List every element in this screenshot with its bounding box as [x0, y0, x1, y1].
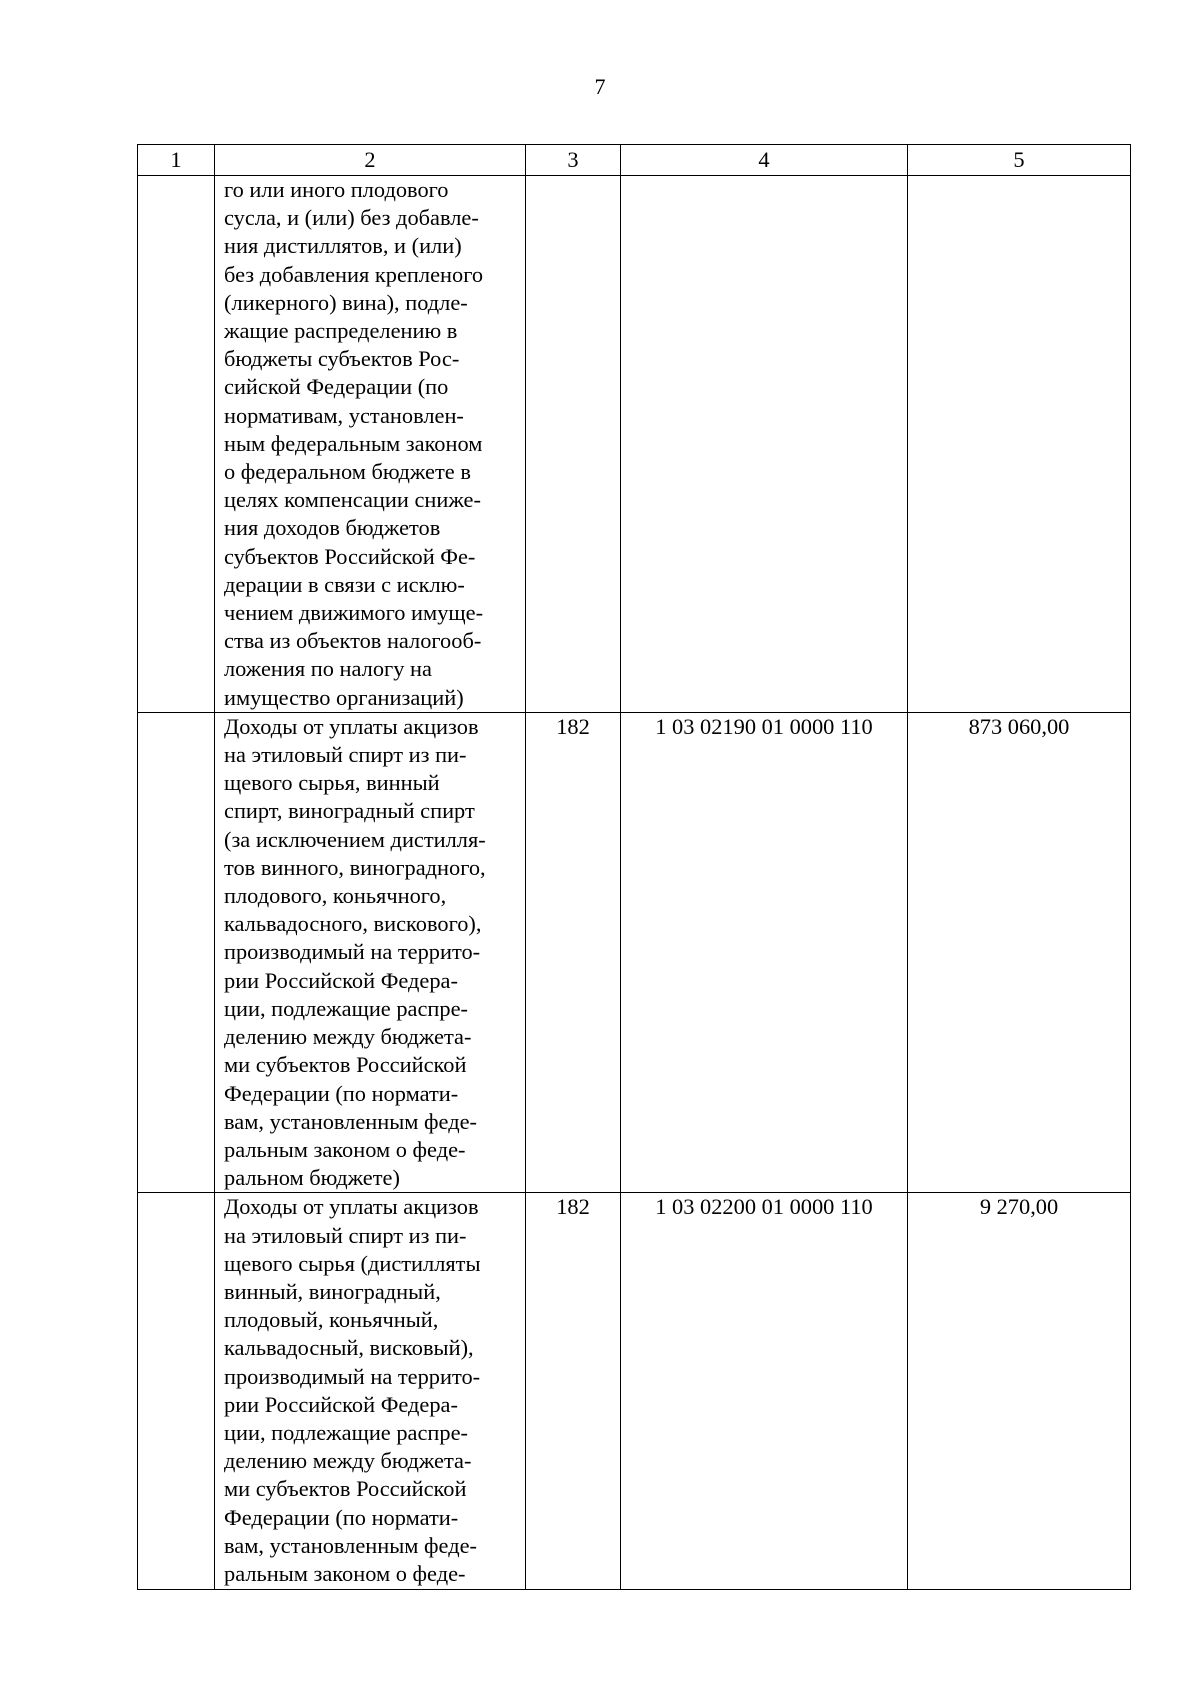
- description-line: (ликерного) вина), подле-: [224, 289, 468, 315]
- description-line: бюджеты субъектов Рос-: [224, 346, 460, 372]
- description-line: имущество организаций): [224, 684, 464, 710]
- table-row: [138, 712, 1131, 1192]
- row-admin-code-cell: 182: [526, 712, 621, 1192]
- description-line: сийской Федерации (по: [224, 374, 449, 400]
- description-line: целях компенсации сниже-: [224, 487, 481, 513]
- description-line: ции, подлежащие распре-: [224, 995, 468, 1021]
- description-line: ми субъектов Российской: [224, 1476, 467, 1502]
- description-line: на этиловый спирт из пи-: [224, 1222, 467, 1248]
- table-row: [138, 176, 1131, 713]
- description-line: щевого сырья (дистилляты: [224, 1250, 481, 1276]
- row-amount-cell: [908, 176, 1131, 713]
- description-line: производимый на террито-: [224, 1363, 481, 1389]
- description-line: ложения по налогу на: [224, 656, 432, 682]
- description-line: ральным законом о феде-: [224, 1136, 466, 1162]
- description-line: ми субъектов Российской: [224, 1052, 467, 1078]
- description-line: ния дистиллятов, и (или): [224, 233, 462, 259]
- row-amount-cell: 873 060,00: [908, 712, 1131, 1192]
- description-line: вам, установленным феде-: [224, 1108, 477, 1134]
- header-cell-4: 4: [621, 145, 908, 176]
- description-line: чением движимого имуще-: [224, 600, 484, 626]
- header-cell-3: 3: [526, 145, 621, 176]
- description-line: ния доходов бюджетов: [224, 515, 441, 541]
- description-line: сусла, и (или) без добавле-: [224, 205, 479, 231]
- description-line: ральном бюджете): [224, 1165, 400, 1191]
- row-classification-code-cell: 1 03 02190 01 0000 110: [621, 712, 908, 1192]
- description-line: на этиловый спирт из пи-: [224, 742, 467, 768]
- description-line: тов винного, виноградного,: [224, 854, 486, 880]
- row-description-cell: [215, 1193, 526, 1590]
- table-header-row: [138, 145, 1131, 176]
- description-line: Доходы от уплаты акцизов: [224, 1194, 479, 1220]
- description-line: нормативам, установлен-: [224, 402, 464, 428]
- description-line: о федеральном бюджете в: [224, 459, 471, 485]
- description-line: кальвадосного, вискового),: [224, 911, 482, 937]
- description-line: го или иного плодового: [224, 177, 449, 202]
- description-line: делению между бюджета-: [224, 1024, 472, 1050]
- row-index-cell: [138, 176, 215, 713]
- row-description-cell: [215, 176, 526, 713]
- description-line: винный, виноградный,: [224, 1278, 441, 1304]
- row-description-cell: [215, 712, 526, 1192]
- row-amount-cell: 9 270,00: [908, 1193, 1131, 1590]
- row-admin-code-cell: 182: [526, 1193, 621, 1590]
- header-cell-1: 1: [138, 145, 215, 176]
- row-index-cell: [138, 712, 215, 1192]
- description-line: ства из объектов налогооб-: [224, 628, 482, 654]
- description-line: плодовый, коньячный,: [224, 1307, 439, 1333]
- description-line: делению между бюджета-: [224, 1448, 472, 1474]
- description-line: производимый на террито-: [224, 939, 481, 965]
- description-line: Федерации (по нормати-: [224, 1504, 459, 1530]
- description-line: спирт, виноградный спирт: [224, 798, 475, 824]
- description-line: дерации в связи с исклю-: [224, 571, 465, 597]
- description-line: Федерации (по нормати-: [224, 1080, 459, 1106]
- description-line: ным федеральным законом: [224, 430, 483, 456]
- revenue-table: [137, 144, 1131, 1590]
- description-line: (за исключением дистилля-: [224, 826, 486, 852]
- description-line: щевого сырья, винный: [224, 770, 440, 796]
- description-line: плодового, коньячного,: [224, 883, 447, 909]
- row-index-cell: [138, 1193, 215, 1590]
- description-line: субъектов Российской Фе-: [224, 543, 476, 569]
- header-cell-2: 2: [215, 145, 526, 176]
- description-line: жащие распределению в: [224, 318, 458, 344]
- description-line: рии Российской Федера-: [224, 1391, 458, 1417]
- header-cell-5: 5: [908, 145, 1131, 176]
- description-line: ральным законом о феде-: [224, 1560, 466, 1586]
- description-line: рии Российской Федера-: [224, 967, 458, 993]
- row-classification-code-cell: [621, 176, 908, 713]
- table-row: [138, 1193, 1131, 1590]
- description-line: Доходы от уплаты акцизов: [224, 713, 479, 739]
- description-line: без добавления крепленого: [224, 261, 484, 287]
- row-admin-code-cell: [526, 176, 621, 713]
- row-classification-code-cell: 1 03 02200 01 0000 110: [621, 1193, 908, 1590]
- description-line: ции, подлежащие распре-: [224, 1419, 468, 1445]
- description-line: кальвадосный, висковый),: [224, 1335, 474, 1361]
- page-number: 7: [594, 74, 606, 99]
- description-line: вам, установленным феде-: [224, 1532, 477, 1558]
